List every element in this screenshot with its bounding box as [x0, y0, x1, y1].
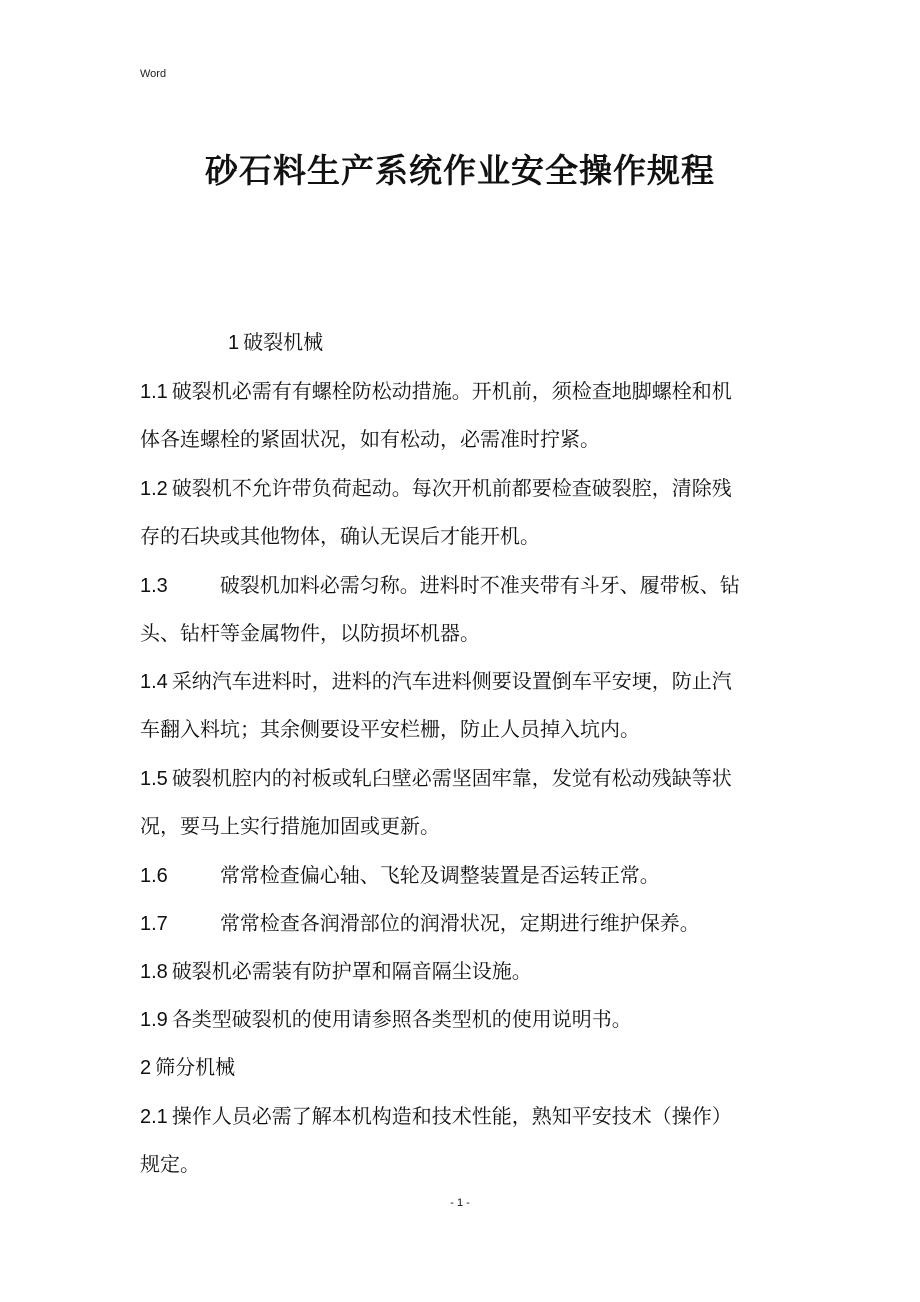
clause-number: 1.7	[140, 913, 168, 935]
clause-text: 况，要马上实行措施加固或更新。	[140, 816, 440, 838]
clause-number: 1.3	[140, 575, 168, 597]
clause-text: 体各连螺栓的紧固状况，如有松动，必需准时拧紧。	[140, 429, 600, 451]
text-line	[140, 815, 440, 839]
text-line	[140, 1153, 200, 1177]
clause-number: 1.8	[140, 961, 168, 983]
clause-text: 车翻入料坑；其余侧要设平安栏栅，防止人员掉入坑内。	[140, 719, 640, 741]
text-line	[140, 1105, 732, 1129]
clause-text: 常常检查偏心轴、飞轮及调整装置是否运转正常。	[219, 865, 660, 887]
section-heading	[228, 331, 323, 355]
text-line	[140, 622, 480, 646]
page-header: Word	[140, 68, 167, 80]
clause-text: 操作人员必需了解本机构造和技术性能，熟知平安技术（操作）	[171, 1106, 732, 1128]
clause-number: 1.1	[140, 381, 168, 403]
text-line	[140, 525, 540, 549]
text-line	[140, 912, 700, 936]
clause-text: 常常检查各润滑部位的润滑状况，定期进行维护保养。	[219, 913, 700, 935]
text-line	[140, 670, 732, 694]
page-number: - 1 -	[450, 1197, 470, 1209]
clause-number: 2.1	[140, 1106, 168, 1128]
clause-text: 破裂机必需装有防护罩和隔音隔尘设施。	[171, 961, 532, 983]
document-title: 砂石料生产系统作业安全操作规程	[205, 154, 715, 190]
text-line	[140, 380, 732, 404]
section-title: 破裂机械	[243, 332, 324, 354]
clause-number: 1.2	[140, 478, 168, 500]
text-line	[140, 718, 640, 742]
clause-text: 破裂机不允许带负荷起动。每次开机前都要检查破裂腔，清除残	[171, 478, 732, 500]
text-line	[140, 767, 732, 791]
text-line	[140, 960, 532, 984]
clause-text: 头、钻杆等金属物件，以防损坏机器。	[140, 623, 480, 645]
clause-number: 2	[140, 1057, 152, 1079]
clause-text: 破裂机必需有有螺栓防松动措施。开机前，须检查地脚螺栓和机	[171, 381, 732, 403]
section-number: 1	[228, 332, 240, 354]
text-line	[140, 864, 660, 888]
text-line	[140, 477, 732, 501]
clause-text: 存的石块或其他物体，确认无误后才能开机。	[140, 526, 540, 548]
clause-text: 规定。	[140, 1154, 200, 1176]
text-line	[140, 574, 740, 598]
clause-number: 1.6	[140, 865, 168, 887]
clause-text: 采纳汽车进料时，进料的汽车进料侧要设置倒车平安埂，防止汽	[171, 671, 732, 693]
clause-text: 筛分机械	[155, 1057, 236, 1079]
clause-text: 破裂机加料必需匀称。进料时不准夹带有斗牙、履带板、钻	[219, 575, 740, 597]
clause-number: 1.4	[140, 671, 168, 693]
text-line	[140, 1008, 632, 1032]
clause-text: 各类型破裂机的使用请参照各类型机的使用说明书。	[171, 1009, 632, 1031]
clause-number: 1.9	[140, 1009, 168, 1031]
text-line	[140, 428, 600, 452]
text-line	[140, 1056, 235, 1080]
clause-text: 破裂机腔内的衬板或轧臼壁必需坚固牢靠，发觉有松动残缺等状	[171, 768, 732, 790]
clause-number: 1.5	[140, 768, 168, 790]
